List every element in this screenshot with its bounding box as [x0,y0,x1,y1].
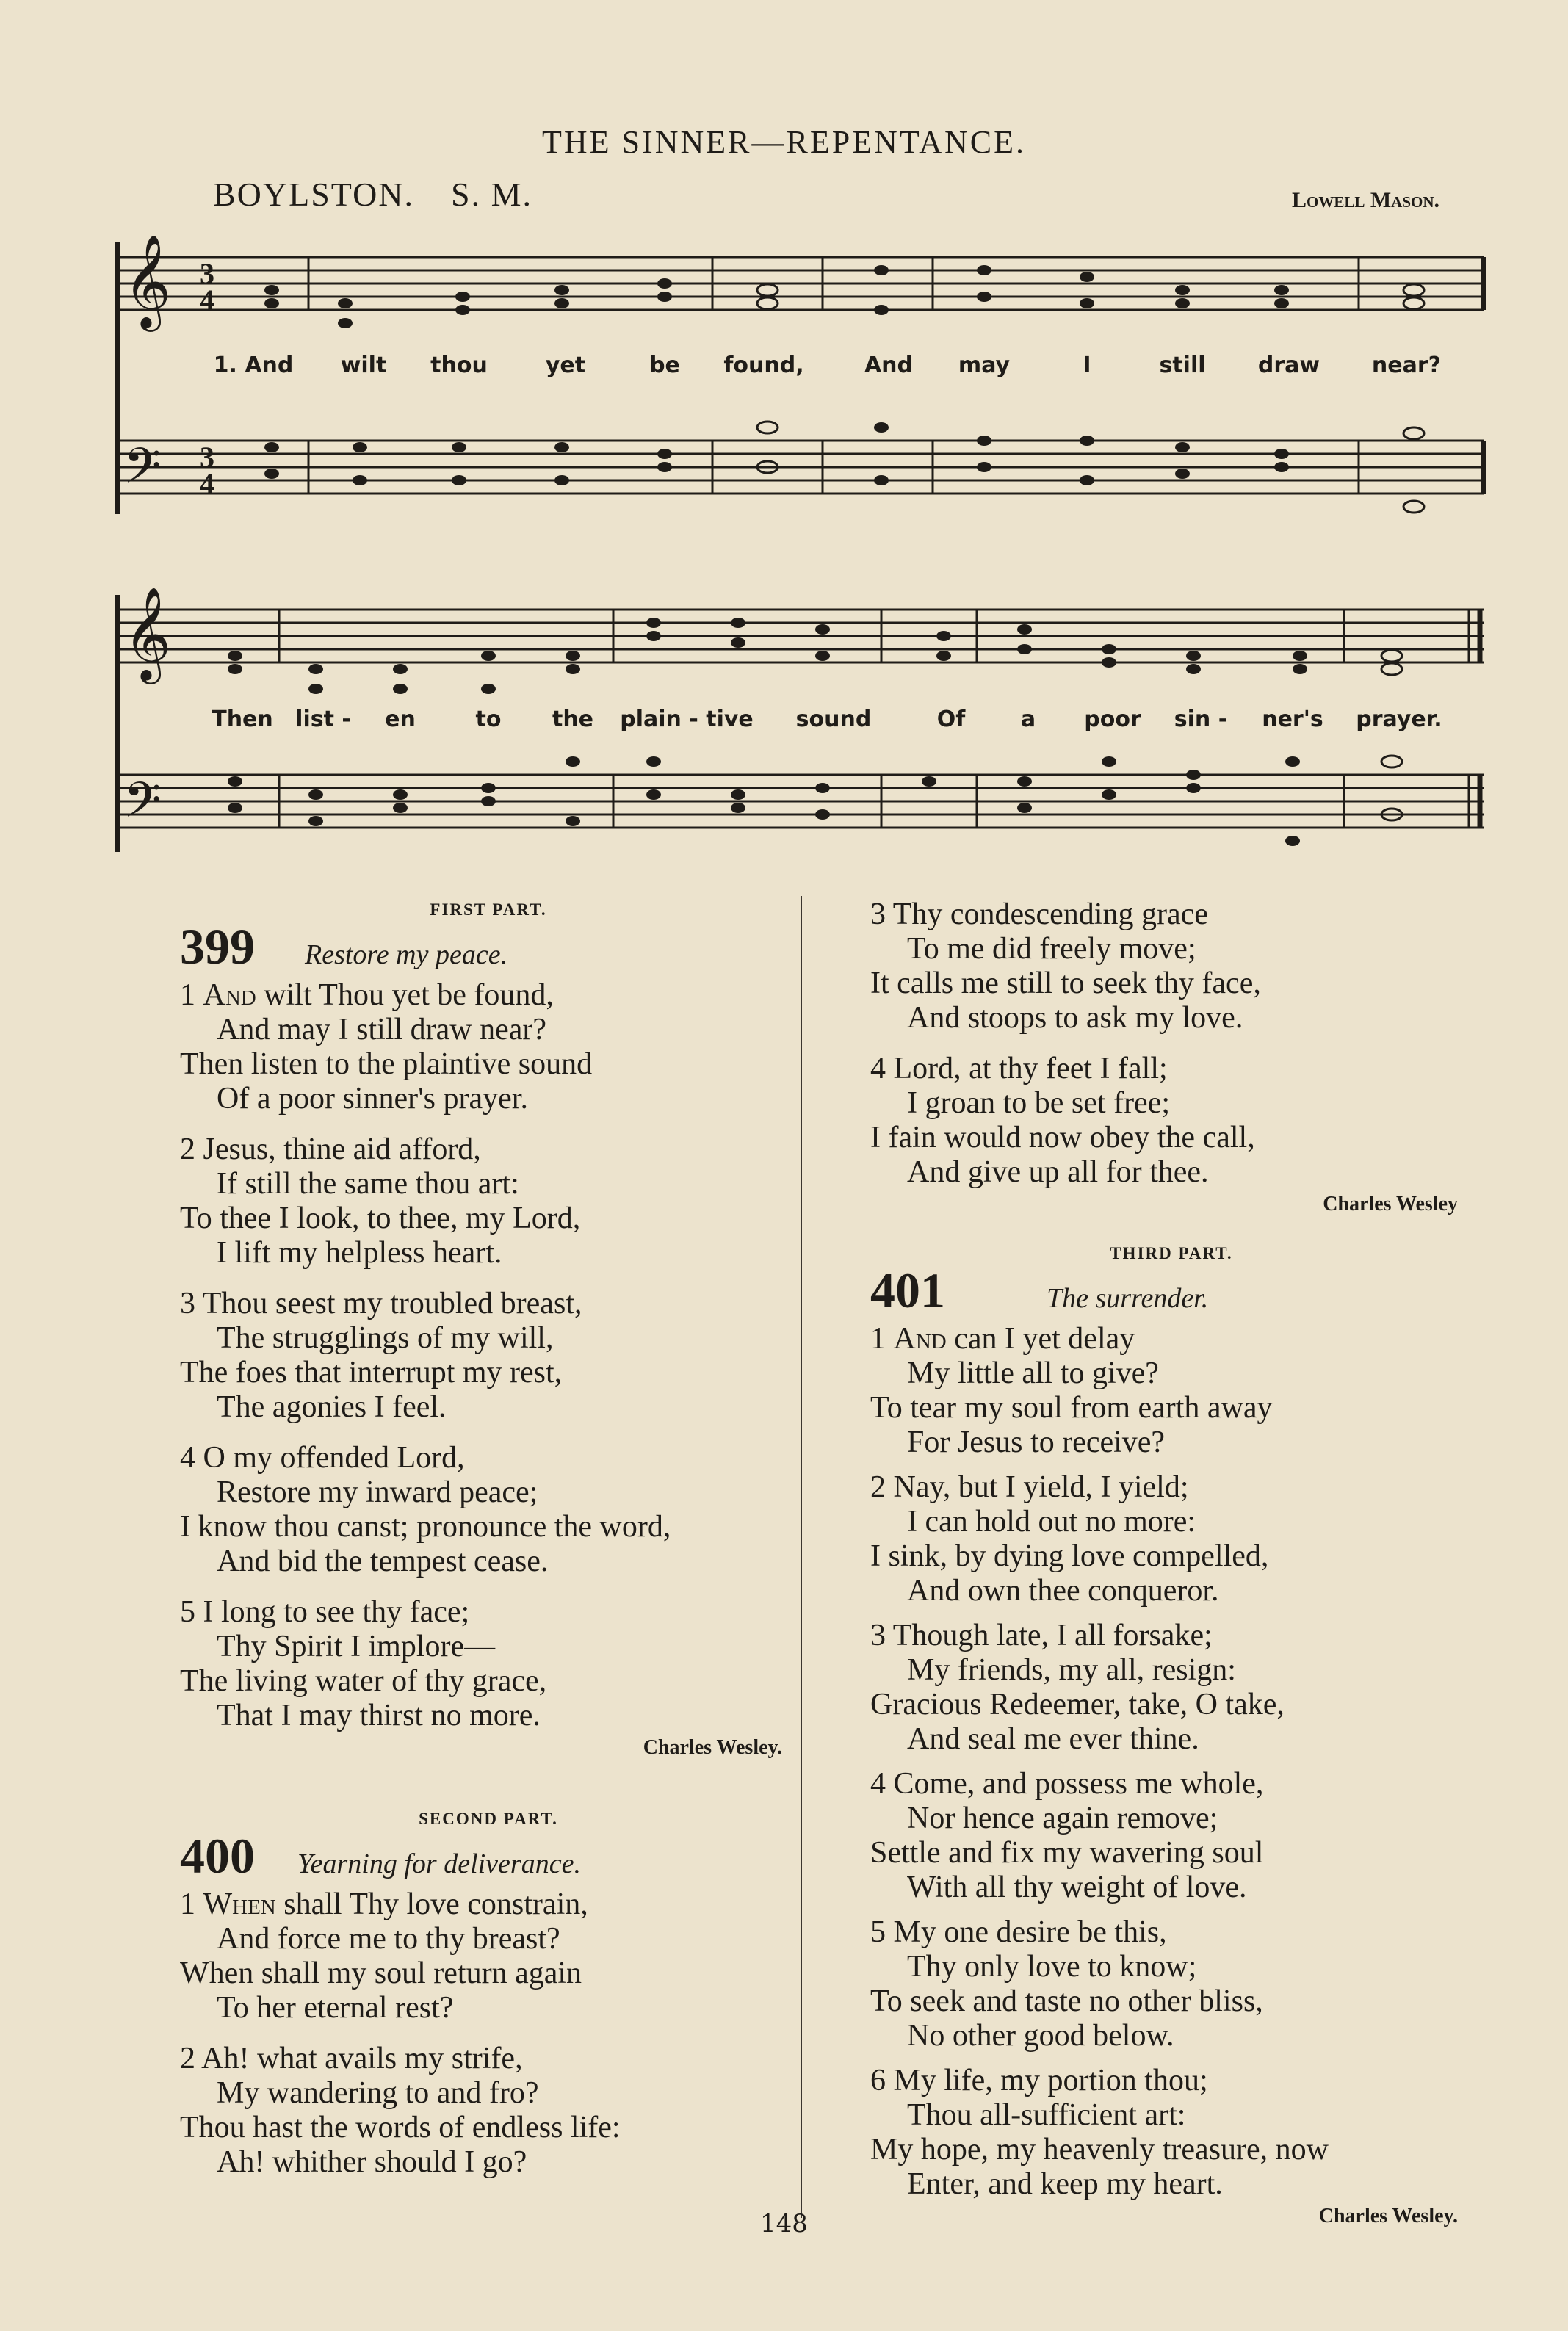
verse-line: Then listen to the plaintive sound [180,1047,593,1081]
verse-line: 2 Nay, but I yield, I yield; [870,1470,1189,1504]
lyric-word: wilt [340,353,387,378]
lyric-word: sound [795,706,872,732]
verse-line: 3 Though late, I all forsake; [870,1619,1213,1652]
music-score [0,0,1568,881]
verse-line: It calls me still to seek thy face, [870,966,1261,1000]
verse-line: That I may thirst no more. [217,1699,541,1732]
lyric-word: en [385,706,416,732]
lyric-word: the [552,706,594,732]
verse-line: Thy Spirit I implore— [217,1630,496,1663]
verse-line: And bid the tempest cease. [217,1544,549,1578]
verse-line: And seal me ever thine. [907,1722,1199,1756]
lyric-word: thou [430,353,488,378]
verse-line: To seek and taste no other bliss, [870,1984,1263,2018]
lyric-word: a [1020,706,1036,732]
verse-line: 4 O my offended Lord, [180,1441,465,1475]
svg-text:4: 4 [200,283,214,317]
verse-line: 2 Ah! what avails my strife, [180,2042,523,2075]
verse-line: Thou hast the words of endless life: [180,2111,621,2144]
part-label: SECOND PART. [419,1810,558,1828]
bass-clef-icon: 𝄢 [123,772,162,840]
svg-text:4: 4 [200,467,214,500]
system2-treble-staff [118,610,1484,662]
stanza [870,1052,1473,1190]
stanza [870,1767,1473,1905]
stanza [180,978,797,1116]
verse-line: Thou all-sufficient art: [907,2098,1186,2132]
treble-clef-icon: 𝄞 [123,234,172,328]
verse-line: I lift my helpless heart. [217,1236,502,1270]
hymn-title: Yearning for deliverance. [297,1848,581,1879]
tune-title: BOYLSTON. [213,176,415,213]
bass-clef-icon: 𝄢 [123,438,162,506]
part-label: THIRD PART. [1110,1244,1233,1262]
lyric-word: plain - tive [620,706,754,732]
verse-line: The foes that interrupt my rest, [180,1356,563,1389]
lyric-word: yet [545,353,586,378]
verse-line: When shall my soul return again [180,1956,582,1990]
verse-line: Enter, and keep my heart. [907,2167,1223,2201]
svg-text:3: 3 [200,441,214,474]
tune-meter: S. M. [451,176,532,213]
lyric-word: ner's [1262,706,1323,732]
verse-line: 4 Come, and possess me whole, [870,1767,1264,1801]
verse-line: I groan to be set free; [907,1086,1171,1120]
verse-line: 4 Lord, at thy feet I fall; [870,1052,1168,1085]
stanza [870,897,1473,1036]
lyric-word: Then [212,706,273,732]
verse-line: 6 My life, my portion thou; [870,2064,1208,2097]
verse-line: Settle and fix my wavering soul [870,1836,1264,1870]
composer: Lowell Mason. [1291,188,1439,212]
author: Charles Wesley [1323,1193,1458,1215]
verse-line: 3 Thy condescending grace [870,897,1208,931]
verse-line: The living water of thy grace, [180,1664,547,1698]
lyric-word: list - [295,706,351,732]
stanza [180,1595,797,1733]
lyric-word: near? [1371,353,1442,378]
verse-line: My hope, my heavenly treasure, now [870,2133,1329,2166]
verse-line: To thee I look, to thee, my Lord, [180,1201,581,1235]
verse-line: Restore my inward peace; [217,1475,538,1509]
stanza [870,1322,1473,1460]
verse-line: And force me to thy breast? [217,1922,560,1956]
lyric-word: Of [936,706,966,732]
lyric-word: found, [723,353,804,378]
page-number: 148 [760,2209,808,2238]
verse-line: To her eternal rest? [217,1991,454,2025]
verse-line: 1 And wilt Thou yet be found, [180,978,554,1012]
verse-line: And may I still draw near? [217,1013,547,1047]
lyric-word: prayer. [1356,706,1442,732]
verse-line: My wandering to and fro? [217,2076,539,2110]
column-divider [801,896,802,2218]
stanza [870,1915,1473,2053]
hymn-heading [180,1828,797,1884]
stanza [180,1887,797,2025]
stanza [870,1470,1473,1608]
svg-text:3: 3 [200,257,214,290]
lyric-word: to [475,706,502,732]
verse-line: If still the same thou art: [217,1167,519,1201]
stanza [180,1287,797,1425]
lyric-word: poor [1084,706,1141,732]
verse-line: I know thou canst; pronounce the word, [180,1510,671,1544]
verse-line: 5 My one desire be this, [870,1915,1167,1949]
verse-line: My friends, my all, resign: [907,1653,1236,1687]
verse-line: To me did freely move; [907,932,1196,966]
stanza [180,1441,797,1579]
verse-line: For Jesus to receive? [907,1425,1166,1459]
lyric-word: still [1159,353,1206,378]
stanza [870,2064,1473,2202]
lyric-word: 1. And [213,353,294,378]
verse-line: Thy only love to know; [907,1950,1197,1984]
verse-line: And stoops to ask my love. [907,1001,1243,1035]
section-title: THE SINNER—REPENTANCE. [542,124,1026,160]
verse-line: 5 I long to see thy face; [180,1595,470,1629]
hymn-title: The surrender. [1047,1283,1209,1314]
part-label: FIRST PART. [430,900,547,919]
verse-line: Nor hence again remove; [907,1801,1218,1835]
verse-line: 3 Thou seest my troubled breast, [180,1287,582,1320]
lyric-word: sin - [1174,706,1228,732]
hymn-heading [180,919,797,975]
hymn-title: Restore my peace. [305,939,508,970]
author: Charles Wesley. [643,1736,782,1759]
lyrics-system1 [0,353,1568,382]
verse-line: I can hold out no more: [907,1505,1196,1539]
notes-system1 [264,265,1424,513]
verse-line: No other good below. [907,2019,1174,2053]
stanza [180,2042,797,2180]
lyric-word: may [958,353,1011,378]
lyric-word: draw [1257,353,1320,378]
hymn-number: 400 [180,1828,255,1884]
verse-line: I fain would now obey the call, [870,1121,1255,1154]
stanza [870,1619,1473,1757]
verse-line: And give up all for thee. [907,1155,1209,1189]
hymn-heading [870,1262,1473,1318]
stanza [180,1132,797,1271]
lyric-word: be [649,353,680,378]
hymn-number: 401 [870,1262,945,1318]
lyric-word: And [864,353,914,378]
verse-line: With all thy weight of love. [907,1871,1247,1904]
left-column [180,892,797,2196]
verse-line: And own thee conqueror. [907,1574,1219,1608]
treble-clef-icon: 𝄞 [123,586,172,680]
verse-line: To tear my soul from earth away [870,1391,1273,1425]
verse-line: The strugglings of my will, [217,1321,554,1355]
lyric-word: I [1083,353,1091,378]
verse-line: 1 And can I yet delay [870,1322,1135,1356]
verse-line: Of a poor sinner's prayer. [217,1082,528,1116]
verse-line: My little all to give? [907,1356,1159,1390]
verse-line: The agonies I feel. [217,1390,447,1424]
verse-line: Gracious Redeemer, take, O take, [870,1688,1285,1721]
verse-line: Ah! whither should I go? [217,2145,527,2179]
hymn-number: 399 [180,919,255,975]
right-column [870,897,1473,2255]
verse-line: I sink, by dying love compelled, [870,1539,1269,1573]
verse-line: 1 When shall Thy love constrain, [180,1887,588,1921]
verse-line: 2 Jesus, thine aid afford, [180,1132,481,1166]
author: Charles Wesley. [1318,2205,1458,2227]
lyrics-system2 [0,706,1568,736]
